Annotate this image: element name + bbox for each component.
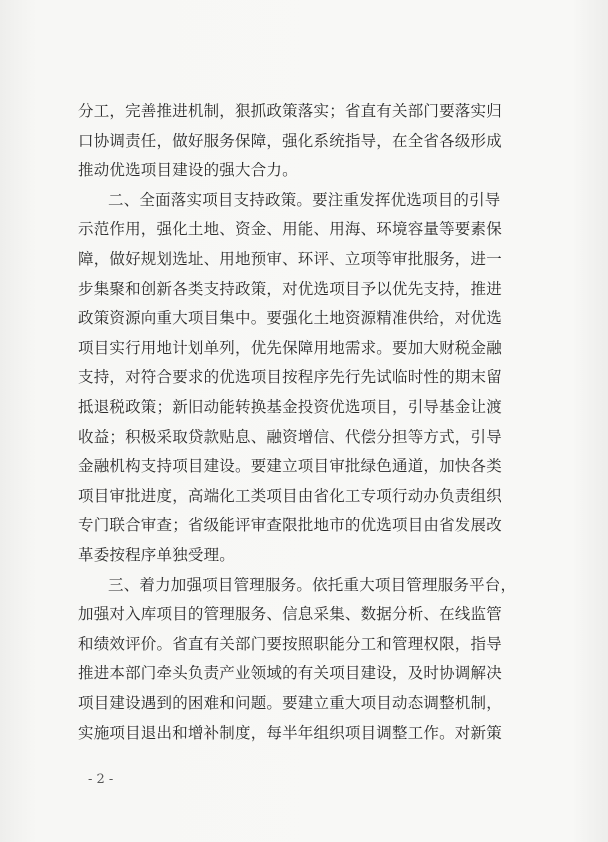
text-line: 专门联合审查；省级能评审查限批地市的优选项目由省发展改	[78, 516, 502, 535]
text-line: 实施项目退出和增补制度，每半年组织项目调整工作。对新策	[78, 723, 502, 742]
text-line: 口协调责任，做好服务保障，强化系统指导，在全省各级形成	[78, 131, 502, 150]
text-line: 障，做好规划选址、用地预审、环评、立项等审批服务，进一	[78, 250, 502, 268]
text-line: 推进本部门牵头负责产业领域的有关项目建设，及时协调解决	[78, 664, 502, 683]
section-heading-line: 二、全面落实项目支持政策。要注重发挥优选项目的引导	[108, 190, 501, 209]
text-line: 示范作用，强化土地、资金、用能、用海、环境容量等要素保	[78, 220, 502, 239]
text-line: 政策资源向重大项目集中。要强化土地资源精准供给，对优选	[78, 309, 502, 328]
text-line: 抵退税政策；新旧动能转换基金投资优选项目，引导基金让渡	[78, 398, 502, 416]
text-line: 支持，对符合要求的优选项目按程序先行先试临时性的期末留	[78, 368, 502, 387]
text-line: 和绩效评价。省直有关部门要按照职能分工和管理权限，指导	[78, 634, 502, 653]
text-line: 项目实行用地计划单列，优先保障用地需求。要加大财税金融	[78, 338, 502, 357]
text-line: 加强对入库项目的管理服务、信息采集、数据分析、在线监管	[78, 605, 502, 624]
text-line: 推动优选项目建设的强大合力。	[78, 161, 298, 180]
page-number: - 2 -	[88, 772, 114, 787]
text-line: 分工，完善推进机制，狠抓政策落实；省直有关部门要落实归	[78, 102, 502, 120]
text-line: 步集聚和创新各类支持政策，对优选项目予以优先支持，推进	[78, 279, 502, 298]
text-line: 项目建设遇到的困难和问题。要建立重大项目动态调整机制，	[78, 694, 502, 712]
text-line: 革委按程序单独受理。	[78, 546, 236, 564]
text-line: 金融机构支持项目建设。要建立项目审批绿色通道，加快各类	[78, 457, 502, 476]
text-line: 项目审批进度，高端化工类项目由省化工专项行动办负责组织	[78, 486, 502, 505]
text-line: 收益；积极采取贷款贴息、融资增信、代偿分担等方式，引导	[78, 427, 502, 446]
section-heading-line: 三、着力加强项目管理服务。依托重大项目管理服务平台，	[108, 575, 517, 594]
